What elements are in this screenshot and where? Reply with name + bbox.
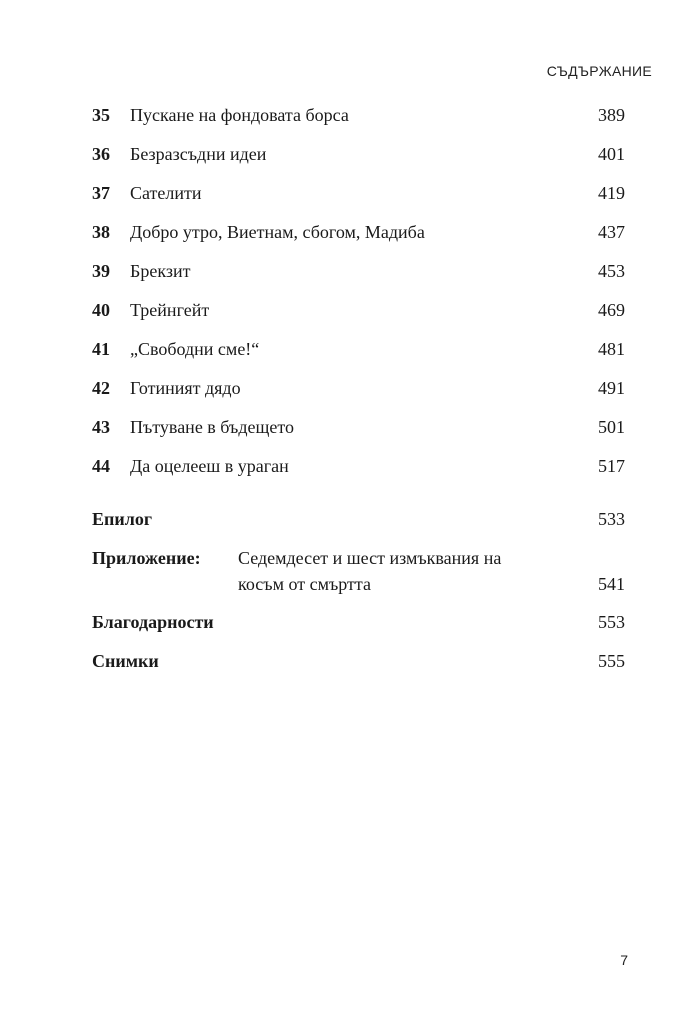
epilogue-label: Епилог [92, 509, 153, 529]
chapter-page: 437 [598, 222, 625, 242]
toc-entry-43[interactable] [92, 414, 625, 453]
toc-entry-photos[interactable] [92, 648, 625, 687]
toc-entry-appendix[interactable] [92, 545, 625, 609]
chapter-page: 501 [598, 417, 625, 437]
chapter-number: 35 [92, 105, 110, 125]
epilogue-page: 533 [598, 509, 625, 529]
chapter-page: 517 [598, 456, 625, 476]
toc-entry-acknowledgements[interactable] [92, 609, 625, 648]
chapter-title: Сателити [130, 183, 202, 203]
toc-entry-36[interactable] [92, 141, 625, 180]
chapter-number: 36 [92, 144, 110, 164]
chapter-number: 39 [92, 261, 110, 281]
chapter-title: Пътуване в бъдещето [130, 417, 294, 437]
running-head-title: СЪДЪРЖАНИЕ [546, 63, 652, 79]
page-number: 7 [620, 952, 628, 968]
chapter-title: Да оцелееш в ураган [130, 456, 289, 476]
chapter-title: Добро утро, Виетнам, сбогом, Мадиба [130, 222, 425, 242]
chapter-page: 453 [598, 261, 625, 281]
chapter-title: „Свободни сме!“ [130, 339, 260, 359]
toc-entry-42[interactable] [92, 375, 625, 414]
chapter-number: 37 [92, 183, 110, 203]
chapter-number: 42 [92, 378, 110, 398]
appendix-page: 541 [598, 574, 625, 594]
chapter-title: Трейнгейт [130, 300, 210, 320]
toc-entry-37[interactable] [92, 180, 625, 219]
toc-entry-38[interactable] [92, 219, 625, 258]
chapter-title: Пускане на фондовата борса [130, 105, 349, 125]
chapter-page: 389 [598, 105, 625, 125]
chapter-number: 41 [92, 339, 110, 359]
section-spacer [92, 492, 625, 506]
chapter-number: 38 [92, 222, 110, 242]
chapter-page: 419 [598, 183, 625, 203]
chapter-number: 40 [92, 300, 110, 320]
toc-entry-epilogue[interactable] [92, 506, 625, 545]
acknowledgements-label: Благодарности [92, 612, 214, 632]
chapter-number: 43 [92, 417, 110, 437]
chapter-title: Брекзит [130, 261, 191, 281]
toc-entry-40[interactable] [92, 297, 625, 336]
photos-label: Снимки [92, 651, 159, 671]
chapter-title: Готиният дядо [130, 378, 241, 398]
appendix-title-line2: косъм от смъртта [238, 574, 371, 594]
toc-entry-35[interactable] [92, 102, 625, 141]
chapter-number: 44 [92, 456, 110, 476]
photos-page: 555 [598, 651, 625, 671]
table-of-contents [92, 102, 625, 687]
chapter-page: 469 [598, 300, 625, 320]
appendix-label: Приложение: [92, 548, 201, 568]
chapter-page: 401 [598, 144, 625, 164]
chapter-title: Безразсъдни идеи [130, 144, 267, 164]
chapter-page: 481 [598, 339, 625, 359]
appendix-title-line1: Седемдесет и шест измъквания на [238, 548, 502, 568]
toc-entry-39[interactable] [92, 258, 625, 297]
toc-entry-44[interactable] [92, 453, 625, 492]
acknowledgements-page: 553 [598, 612, 625, 632]
toc-entry-41[interactable] [92, 336, 625, 375]
chapter-page: 491 [598, 378, 625, 398]
